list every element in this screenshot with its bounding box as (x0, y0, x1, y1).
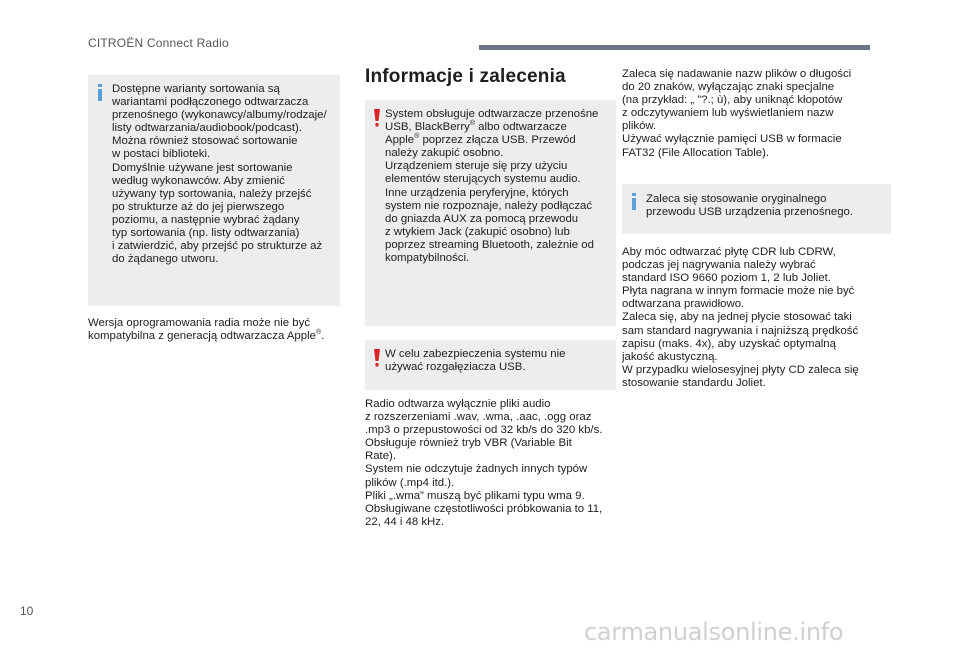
warning-icon (373, 349, 381, 367)
warning-box-text: W celu zabezpieczenia systemu nie używać rozgałęziacza USB. (385, 348, 566, 374)
info-box-text: Zaleca się stosowanie oryginalnego przewodu USB urządzenia przenośnego. (646, 193, 854, 219)
section-heading: Informacje i zalecenia (365, 66, 566, 87)
warning-icon (373, 109, 381, 127)
running-header: CITROËN Connect Radio (88, 36, 229, 50)
audio-formats-paragraph: Radio odtwarza wyłącznie pliki audio z rozszerzeniami .wav, .wma, .aac, .ogg oraz .mp3 o przepustowości od 32 kb/s do 320 kb/s. Obsługuje również tryb VBR (Variable Bit Rate). System nie odczytuje żadnych innych typów plików (.mp4 itd.). Pliki „.wma” muszą być plikami typu wma 9. Obsługiwane częstotliwości próbkowania to 11, 22, 44 i 48 kHz. (365, 398, 603, 528)
info-box-text: Dostępne warianty sortowania są wariantami podłączonego odtwarzacza przenośnego (wykonawcy/albumy/rodzaje/ listy odtwarzania/audiobook/podcast). Można również stosować sortowanie w postaci biblioteki. Domyślnie używane jest sortowanie według wykonawców. Aby zmienić używany typ sortowania, należy przejść po strukturze aż do jej pierwszego poziomu, a następnie wybrać żądany typ sortowania (np. listy odtwarzania) i zatwierdzić, aby przejść po strukturze aż do żądanego utworu. (112, 83, 327, 266)
warning-box-devices (365, 100, 616, 326)
info-icon (629, 193, 639, 210)
info-box-usb-cable (622, 184, 891, 234)
header-bar (479, 45, 870, 50)
apple-compatibility-paragraph: Wersja oprogramowania radia może nie być kompatybilna z generacją odtwarzacza Apple®. (88, 317, 325, 343)
footer-watermark: carmanualsonline.info (584, 618, 844, 646)
warning-box-text: System obsługuje odtwarzacze przenośne USB, BlackBerry® albo odtwarzacze Apple® poprzez złącza USB. Przewód należy zakupić osobno. Urządzeniem steruje się przy użyciu elementów sterujących systemu audio. Inne urządzenia peryferyjne, których system nie rozpoznaje, należy podłączać do gniazda AUX za pomocą przewodu z wtykiem Jack (zakupić osobno) lub poprzez streaming Bluetooth, zależnie od kompatybilności. (385, 108, 599, 265)
file-names-paragraph: Zaleca się nadawanie nazw plików o długości do 20 znaków, wyłączając znaki specjalne (na przykład: „ ”?.; ù), aby uniknąć kłopotów z odczytywaniem lub wyświetlaniem nazw plików. Używać wyłącznie pamięci USB w formacie FAT32 (File Allocation Table). (622, 68, 852, 159)
info-icon (95, 84, 105, 101)
info-box-sorting (88, 75, 340, 306)
cd-recording-paragraph: Aby móc odtwarzać płytę CDR lub CDRW, podczas jej nagrywania należy wybrać standard ISO 9660 poziom 1, 2 lub Joliet. Płyta nagrana w innym formacie może nie być odtwarzana prawidłowo. Zaleca się, aby na jednej płycie stosować taki sam standard nagrywania i najniższą prędkość zapisu (maks. 4x), aby uzyskać optymalną jakość akustyczną. W przypadku wielosesyjnej płyty CD zaleca się stosowanie standardu Joliet. (622, 246, 859, 389)
page-number: 10 (20, 604, 34, 618)
warning-box-usb-hub (365, 340, 616, 390)
